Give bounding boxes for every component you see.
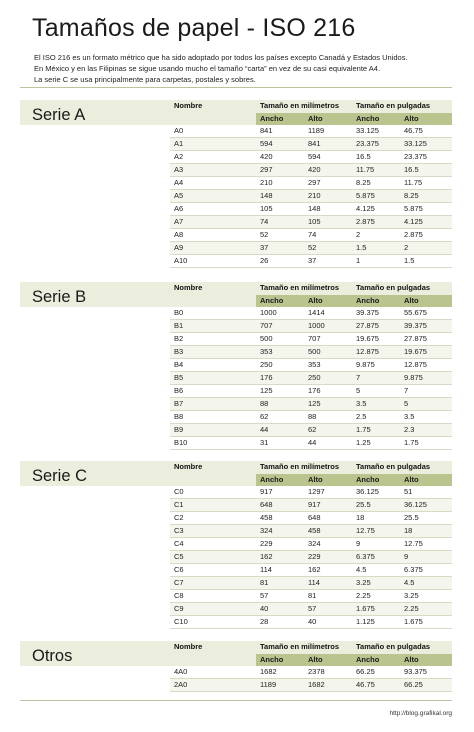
table-row: [170, 437, 452, 450]
size-name: 4A0: [170, 666, 256, 679]
header-ancho-mm: Ancho: [256, 474, 304, 487]
height-in: 3.5: [400, 411, 452, 424]
header-blank: [170, 113, 256, 126]
size-name: C8: [170, 590, 256, 603]
header-mm: Tamaño en milímetros: [256, 641, 352, 654]
size-name: B2: [170, 333, 256, 346]
width-in: 16.5: [352, 151, 400, 164]
header-nombre: Nombre: [170, 641, 256, 654]
table-row: [170, 307, 452, 320]
width-in: 2: [352, 229, 400, 242]
width-in: 1.675: [352, 603, 400, 616]
table-row: [170, 242, 452, 255]
width-in: 18: [352, 512, 400, 525]
width-mm: 148: [256, 190, 304, 203]
size-table: [170, 282, 452, 450]
table-row: [170, 666, 452, 679]
width-in: 19.675: [352, 333, 400, 346]
table-row: [170, 125, 452, 138]
height-in: 9: [400, 551, 452, 564]
size-name: C7: [170, 577, 256, 590]
header-in: Tamaño en pulgadas: [352, 461, 452, 474]
height-mm: 841: [304, 138, 352, 151]
height-mm: 324: [304, 538, 352, 551]
table-row: [170, 203, 452, 216]
header-divider: [20, 87, 452, 88]
height-mm: 1414: [304, 307, 352, 320]
table-row: [170, 177, 452, 190]
width-in: 8.25: [352, 177, 400, 190]
table-row: [170, 486, 452, 499]
size-name: C2: [170, 512, 256, 525]
width-in: 7: [352, 372, 400, 385]
width-in: 3.5: [352, 398, 400, 411]
size-table: [170, 100, 452, 268]
height-mm: 707: [304, 333, 352, 346]
height-in: 12.75: [400, 538, 452, 551]
size-name: A10: [170, 255, 256, 268]
height-mm: 125: [304, 398, 352, 411]
width-in: 5: [352, 385, 400, 398]
height-in: 2.25: [400, 603, 452, 616]
width-mm: 62: [256, 411, 304, 424]
width-in: 12.875: [352, 346, 400, 359]
size-name: A2: [170, 151, 256, 164]
section-title: Serie A: [32, 106, 86, 124]
width-in: 1.75: [352, 424, 400, 437]
table-row: [170, 551, 452, 564]
size-name: B0: [170, 307, 256, 320]
size-table: [170, 641, 452, 692]
width-in: 12.75: [352, 525, 400, 538]
height-mm: 44: [304, 437, 352, 450]
height-mm: 297: [304, 177, 352, 190]
table-row: [170, 538, 452, 551]
width-mm: 81: [256, 577, 304, 590]
height-in: 36.125: [400, 499, 452, 512]
height-mm: 162: [304, 564, 352, 577]
width-in: 23.375: [352, 138, 400, 151]
width-in: 11.75: [352, 164, 400, 177]
table-row: [170, 385, 452, 398]
size-name: C9: [170, 603, 256, 616]
height-in: 33.125: [400, 138, 452, 151]
header-in: Tamaño en pulgadas: [352, 282, 452, 295]
width-mm: 40: [256, 603, 304, 616]
height-in: 51: [400, 486, 452, 499]
height-in: 19.675: [400, 346, 452, 359]
width-in: 2.5: [352, 411, 400, 424]
width-mm: 44: [256, 424, 304, 437]
height-mm: 88: [304, 411, 352, 424]
width-mm: 57: [256, 590, 304, 603]
size-name: B7: [170, 398, 256, 411]
height-in: 5: [400, 398, 452, 411]
header-ancho-in: Ancho: [352, 113, 400, 126]
table-row: [170, 512, 452, 525]
width-mm: 74: [256, 216, 304, 229]
header-alto-in: Alto: [400, 113, 452, 126]
height-in: 18: [400, 525, 452, 538]
height-mm: 648: [304, 512, 352, 525]
table-row: [170, 333, 452, 346]
width-mm: 1000: [256, 307, 304, 320]
width-in: 46.75: [352, 679, 400, 692]
height-in: 7: [400, 385, 452, 398]
table-row: [170, 577, 452, 590]
header-ancho-in: Ancho: [352, 474, 400, 487]
header-alto-in: Alto: [400, 474, 452, 487]
size-name: A3: [170, 164, 256, 177]
width-in: 2.875: [352, 216, 400, 229]
table-row: [170, 229, 452, 242]
height-in: 16.5: [400, 164, 452, 177]
height-in: 9.875: [400, 372, 452, 385]
table-row: [170, 255, 452, 268]
width-mm: 210: [256, 177, 304, 190]
height-mm: 57: [304, 603, 352, 616]
header-mm: Tamaño en milímetros: [256, 100, 352, 113]
width-mm: 114: [256, 564, 304, 577]
height-in: 3.25: [400, 590, 452, 603]
width-in: 66.25: [352, 666, 400, 679]
table-row: [170, 525, 452, 538]
width-in: 33.125: [352, 125, 400, 138]
width-in: 25.5: [352, 499, 400, 512]
intro-text: [34, 52, 454, 86]
size-name: A4: [170, 177, 256, 190]
width-in: 2.25: [352, 590, 400, 603]
width-mm: 458: [256, 512, 304, 525]
header-ancho-mm: Ancho: [256, 654, 304, 667]
header-blank: [170, 654, 256, 667]
table-row: [170, 216, 452, 229]
width-mm: 648: [256, 499, 304, 512]
table-row: [170, 164, 452, 177]
table-row: [170, 190, 452, 203]
size-name: B10: [170, 437, 256, 450]
width-in: 4.125: [352, 203, 400, 216]
height-mm: 1297: [304, 486, 352, 499]
table-row: [170, 138, 452, 151]
width-in: 39.375: [352, 307, 400, 320]
height-in: 66.25: [400, 679, 452, 692]
size-name: C3: [170, 525, 256, 538]
width-in: 36.125: [352, 486, 400, 499]
header-ancho-in: Ancho: [352, 295, 400, 308]
height-in: 8.25: [400, 190, 452, 203]
size-name: A8: [170, 229, 256, 242]
width-mm: 594: [256, 138, 304, 151]
height-in: 23.375: [400, 151, 452, 164]
height-mm: 176: [304, 385, 352, 398]
height-in: 4.125: [400, 216, 452, 229]
header-nombre: Nombre: [170, 461, 256, 474]
width-in: 9.875: [352, 359, 400, 372]
height-in: 1.5: [400, 255, 452, 268]
size-name: C0: [170, 486, 256, 499]
width-in: 3.25: [352, 577, 400, 590]
width-mm: 162: [256, 551, 304, 564]
footer-divider: [20, 700, 452, 701]
table-row: [170, 679, 452, 692]
header-nombre: Nombre: [170, 282, 256, 295]
width-in: 9: [352, 538, 400, 551]
height-in: 55.675: [400, 307, 452, 320]
height-in: 46.75: [400, 125, 452, 138]
height-in: 39.375: [400, 320, 452, 333]
width-in: 1.25: [352, 437, 400, 450]
header-nombre: Nombre: [170, 100, 256, 113]
table-row: [170, 411, 452, 424]
width-in: 4.5: [352, 564, 400, 577]
height-in: 11.75: [400, 177, 452, 190]
height-mm: 62: [304, 424, 352, 437]
section-title: Otros: [32, 647, 73, 665]
table-row: [170, 320, 452, 333]
height-in: 1.75: [400, 437, 452, 450]
header-ancho-in: Ancho: [352, 654, 400, 667]
height-in: 4.5: [400, 577, 452, 590]
size-name: C10: [170, 616, 256, 629]
height-mm: 229: [304, 551, 352, 564]
width-mm: 297: [256, 164, 304, 177]
width-mm: 841: [256, 125, 304, 138]
header-alto-in: Alto: [400, 295, 452, 308]
table-row: [170, 424, 452, 437]
width-mm: 125: [256, 385, 304, 398]
width-mm: 176: [256, 372, 304, 385]
intro-line: La serie C se usa principalmente para carpetas, postales y sobres.: [34, 75, 256, 85]
height-mm: 210: [304, 190, 352, 203]
header-alto-in: Alto: [400, 654, 452, 667]
width-in: 27.875: [352, 320, 400, 333]
header-ancho-mm: Ancho: [256, 113, 304, 126]
width-mm: 52: [256, 229, 304, 242]
page-title: Tamaños de papel - ISO 216: [32, 14, 356, 42]
table-row: [170, 499, 452, 512]
width-mm: 31: [256, 437, 304, 450]
width-in: 1: [352, 255, 400, 268]
height-mm: 105: [304, 216, 352, 229]
size-name: C5: [170, 551, 256, 564]
header-mm: Tamaño en milímetros: [256, 461, 352, 474]
height-in: 6.375: [400, 564, 452, 577]
header-ancho-mm: Ancho: [256, 295, 304, 308]
height-in: 2: [400, 242, 452, 255]
header-blank: [170, 295, 256, 308]
size-name: 2A0: [170, 679, 256, 692]
size-name: B6: [170, 385, 256, 398]
width-mm: 324: [256, 525, 304, 538]
header-in: Tamaño en pulgadas: [352, 100, 452, 113]
height-in: 27.875: [400, 333, 452, 346]
section-title: Serie B: [32, 288, 87, 306]
size-name: A5: [170, 190, 256, 203]
table-row: [170, 359, 452, 372]
width-mm: 353: [256, 346, 304, 359]
header-alto-mm: Alto: [304, 654, 352, 667]
height-in: 1.675: [400, 616, 452, 629]
height-mm: 148: [304, 203, 352, 216]
size-name: C4: [170, 538, 256, 551]
header-alto-mm: Alto: [304, 295, 352, 308]
width-mm: 250: [256, 359, 304, 372]
height-in: 93.375: [400, 666, 452, 679]
height-mm: 40: [304, 616, 352, 629]
table-row: [170, 590, 452, 603]
intro-line: En México y en las Filipinas se sigue usando mucho el tamaño “carta” en vez de su casi equivalente A4.: [34, 64, 381, 74]
height-mm: 2378: [304, 666, 352, 679]
width-mm: 88: [256, 398, 304, 411]
size-name: B3: [170, 346, 256, 359]
height-mm: 458: [304, 525, 352, 538]
size-name: A0: [170, 125, 256, 138]
height-mm: 917: [304, 499, 352, 512]
table-row: [170, 616, 452, 629]
width-mm: 28: [256, 616, 304, 629]
height-mm: 594: [304, 151, 352, 164]
width-mm: 229: [256, 538, 304, 551]
height-mm: 37: [304, 255, 352, 268]
section-title: Serie C: [32, 467, 88, 485]
width-in: 1.5: [352, 242, 400, 255]
width-mm: 1682: [256, 666, 304, 679]
size-name: C1: [170, 499, 256, 512]
height-in: 2.3: [400, 424, 452, 437]
width-mm: 500: [256, 333, 304, 346]
width-in: 1.125: [352, 616, 400, 629]
header-mm: Tamaño en milímetros: [256, 282, 352, 295]
size-name: A7: [170, 216, 256, 229]
table-row: [170, 346, 452, 359]
height-mm: 81: [304, 590, 352, 603]
size-name: B1: [170, 320, 256, 333]
table-row: [170, 151, 452, 164]
height-in: 12.875: [400, 359, 452, 372]
width-in: 5.875: [352, 190, 400, 203]
table-row: [170, 603, 452, 616]
width-mm: 707: [256, 320, 304, 333]
width-in: 6.375: [352, 551, 400, 564]
width-mm: 420: [256, 151, 304, 164]
height-in: 5.875: [400, 203, 452, 216]
intro-line: El ISO 216 es un formato métrico que ha sido adoptado por todos los países excepto Canadá y Estados Unidos.: [34, 53, 408, 62]
size-table: [170, 461, 452, 629]
width-mm: 105: [256, 203, 304, 216]
header-alto-mm: Alto: [304, 474, 352, 487]
size-name: B5: [170, 372, 256, 385]
size-name: A9: [170, 242, 256, 255]
table-row: [170, 372, 452, 385]
size-name: B8: [170, 411, 256, 424]
size-name: C6: [170, 564, 256, 577]
footer-url: http://blog.grafikal.org: [389, 710, 452, 717]
height-mm: 52: [304, 242, 352, 255]
width-mm: 1189: [256, 679, 304, 692]
size-name: B4: [170, 359, 256, 372]
height-mm: 114: [304, 577, 352, 590]
size-name: B9: [170, 424, 256, 437]
height-mm: 500: [304, 346, 352, 359]
table-row: [170, 398, 452, 411]
table-row: [170, 564, 452, 577]
height-mm: 1682: [304, 679, 352, 692]
width-mm: 917: [256, 486, 304, 499]
height-mm: 353: [304, 359, 352, 372]
height-mm: 74: [304, 229, 352, 242]
header-alto-mm: Alto: [304, 113, 352, 126]
height-in: 2.875: [400, 229, 452, 242]
height-mm: 250: [304, 372, 352, 385]
header-in: Tamaño en pulgadas: [352, 641, 452, 654]
height-mm: 420: [304, 164, 352, 177]
height-in: 25.5: [400, 512, 452, 525]
width-mm: 26: [256, 255, 304, 268]
header-blank: [170, 474, 256, 487]
height-mm: 1000: [304, 320, 352, 333]
height-mm: 1189: [304, 125, 352, 138]
width-mm: 37: [256, 242, 304, 255]
size-name: A1: [170, 138, 256, 151]
size-name: A6: [170, 203, 256, 216]
